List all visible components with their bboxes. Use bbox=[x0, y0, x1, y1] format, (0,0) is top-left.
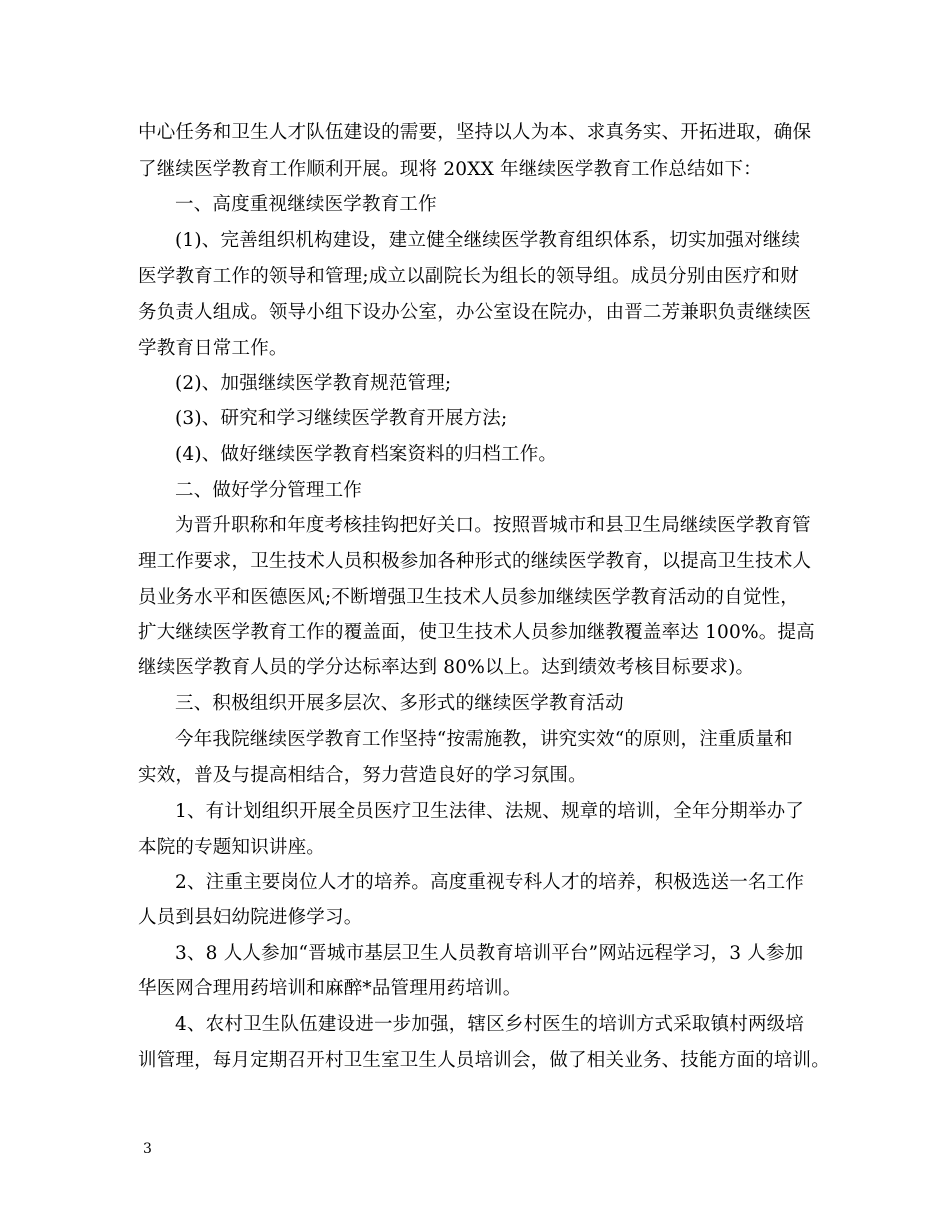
body-text-line: 人员到县妇幼院进修学习。 bbox=[138, 907, 363, 928]
body-text-line: 今年我院继续医学教育工作坚持“按需施教，讲究实效“的原则，注重质量和 bbox=[175, 729, 793, 750]
body-text-line: 了继续医学教育工作顺利开展。现将 20XX 年继续医学教育工作总结如下： bbox=[138, 159, 762, 180]
list-item-text: 2、注重主要岗位人才的培养。高度重视专科人才的培养，积极选送一名工作 bbox=[175, 872, 805, 893]
body-text-line: 华医网合理用药培训和麻醉*品管理用药培训。 bbox=[138, 978, 522, 999]
body-text-line: 务负责人组成。领导小组下设办公室，办公室设在院办，由晋二芳兼职负责继续医 bbox=[138, 302, 812, 323]
body-text-line: 医学教育工作的领导和管理;成立以副院长为组长的领导组。成员分别由医疗和财 bbox=[138, 266, 799, 287]
body-text-line: 实效，普及与提高相结合，努力营造良好的学习氛围。 bbox=[138, 765, 587, 786]
body-text-line: 继续医学教育人员的学分达标率达到 80%以上。达到绩效考核目标要求)。 bbox=[138, 657, 755, 678]
section-heading: 一、高度重视继续医学教育工作 bbox=[175, 194, 437, 215]
list-item-text: (3)、研究和学习继续医学教育开展方法; bbox=[175, 408, 508, 429]
body-text-line: 本院的专题知识讲座。 bbox=[138, 837, 326, 858]
list-item-text: (2)、加强继续医学教育规范管理; bbox=[175, 373, 452, 394]
page-number: 3 bbox=[143, 1141, 152, 1157]
body-text-line: 为晋升职称和年度考核挂钩把好关口。按照晋城市和县卫生局继续医学教育管 bbox=[175, 515, 811, 536]
section-heading: 三、积极组织开展多层次、多形式的继续医学教育活动 bbox=[175, 693, 624, 714]
body-text-line: 理工作要求，卫生技术人员积极参加各种形式的继续医学教育，以提高卫生技术人 bbox=[138, 551, 812, 572]
list-item-text: 3、8 人人参加“晋城市基层卫生人员教育培训平台”网站远程学习，3 人参加 bbox=[175, 943, 804, 964]
body-text-line: 学教育日常工作。 bbox=[138, 338, 288, 359]
list-item-text: 4、农村卫生队伍建设进一步加强，辖区乡村医生的培训方式采取镇村两级培 bbox=[175, 1014, 805, 1035]
list-item-text: (1)、完善组织机构建设，建立健全继续医学教育组织体系，切实加强对继续 bbox=[175, 230, 801, 251]
body-text-line: 训管理，每月定期召开村卫生室卫生人员培训会，做了相关业务、技能方面的培训。 bbox=[138, 1050, 830, 1071]
section-heading: 二、做好学分管理工作 bbox=[175, 480, 363, 501]
list-item-text: 1、有计划组织开展全员医疗卫生法律、法规、规章的培训，全年分期举办了 bbox=[175, 801, 805, 822]
body-text-line: 中心任务和卫生人才队伍建设的需要，坚持以人为本、求真务实、开拓进取，确保 bbox=[138, 122, 812, 143]
list-item-text: (4)、做好继续医学教育档案资料的归档工作。 bbox=[175, 444, 558, 465]
body-text-line: 员业务水平和医德医风;不断增强卫生技术人员参加继续医学教育活动的自觉性， bbox=[138, 587, 799, 608]
body-text-line: 扩大继续医学教育工作的覆盖面，使卫生技术人员参加继教覆盖率达 100%。提高 bbox=[138, 622, 815, 643]
